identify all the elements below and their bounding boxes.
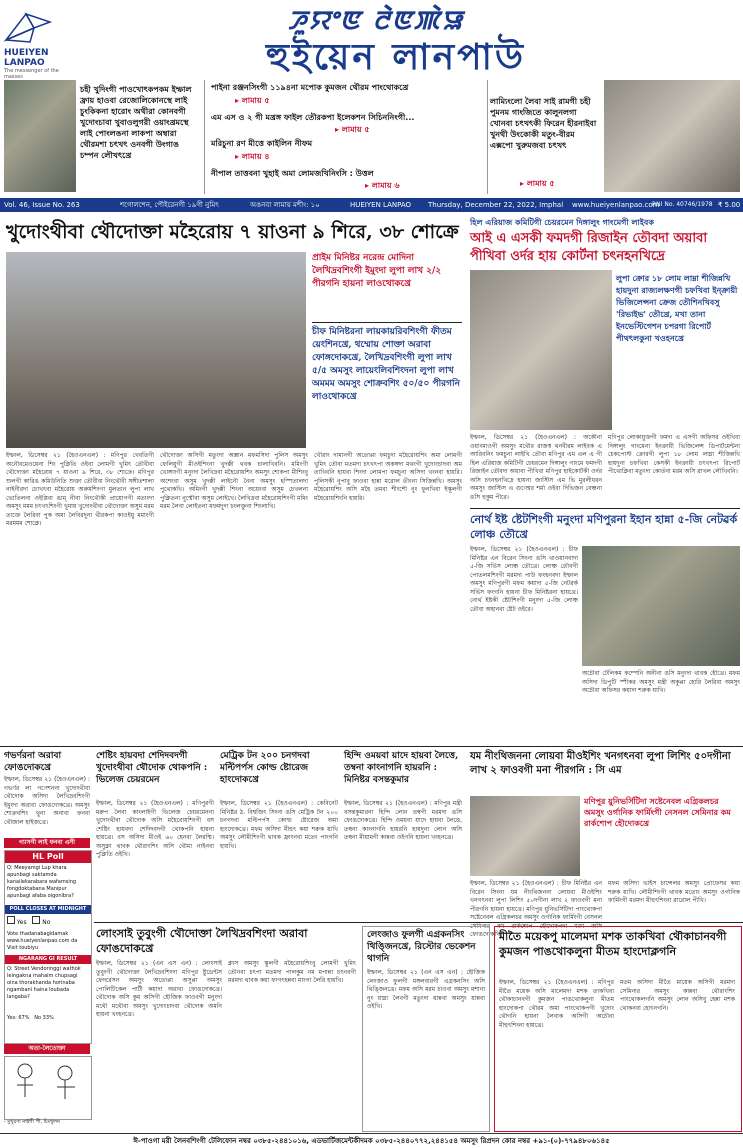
teaser-mid-1[interactable]: পাইনা রঞ্জনসিংগী ১১৯৪না মপোক কুমজন থৌরম পাংথোকখ্রে	[211, 83, 409, 92]
masthead	[0, 0, 743, 80]
teaser-mid-4-page: ▸ লামায় ৬	[365, 181, 400, 190]
date-bar	[0, 198, 743, 212]
teaser-mid-2-page: ▸ লামায় ৫	[335, 125, 370, 134]
cartoon-box	[4, 1056, 92, 1120]
cartoon-figure-icon	[5, 1057, 89, 1107]
teaser-mid-panel	[204, 80, 488, 194]
meetei-headline[interactable]: মীতৈ ময়েকপু মালেমদা মশক তাকখিবা থৌকাচানবগী কুমজন পাঙথোকলুনা মীতম হাংদোক্লগনি	[499, 930, 727, 958]
datebar-price: ₹ 5.00	[718, 201, 741, 209]
newspaper-logo[interactable]	[4, 10, 68, 80]
triangle-icon: ▸	[235, 96, 242, 105]
cm-relief-headline[interactable]: চীফ মিনিষ্টরনা লায়কায়রিবশিংগী ফীতম য়েংশিনখ্রে, থম্মোয় শোক্তা অরাবা ফোঙ্গদোকখ্রে, লৈখিদ্রবশিংগী লুপা লাখ ৫/৫ অমসুং লায়েংলিবশিংদনা লুপা লাখ অমমম অমসুং শোক্রবশিং ৫০/৫০ পীরগনি লাওথোকখ্রে	[312, 327, 460, 402]
lead-body-col3: খৌরাং দামানগী অতোপ্পা ফমচুদা মহৈরোয়শিং অমা লোমগী খুমিৎ তৌবা মতমদা চৎখৎপা অকঙ্গদা মথংগী খুদোংচাদবা অম তাখিবনি হায়বা শিংদা লোমপা ফমচুনা অসিদা খংনবা হায়রি। পুলিসকী নুপাবু ফাওবা হান্না মরোল তীংনা সিজিন্নখি। অমসুং মহৈরোয়শিং অসি মহৈ তমবা শীংশৌ নুং ফুনখিবা ইস্কূলগী মহৈরোয়শিংনি হায়রি।	[314, 452, 462, 502]
meetei-body-col1: ইম্ফাল, ডিসেম্বর ২১ (হৈওএনএল) : মণিপুর মীতৈ ময়েক অসি মালেমদা মশক তাকখিবা থৌকাচানবগী কুমজন পাঙথোকলুনা মীতম হাংদোকপা থৌরম অমা পাংথোকপগী খুদোং থৌগনি হায়না লৈবাক অসিগী অচৌবা মীহুৎশিংনা হায়খ্রে।	[499, 979, 614, 1029]
lengjao-body: ইম্ফাল, ডিসেম্বর ২১ (এন এস এন) : হৌজিক লেংজাও ফুলগী মঙ্গলবারগী এগ্রকনসিং অসি থিঙ্জিনখ্রে। মফম অসি মরম চাওবা অমসুং মশানা নুং য়াম্না লৈবগী মতুংদা য়ান্নবা অমসুং য়ান্নবা ওইখি।	[367, 969, 485, 1010]
teaser-left-text[interactable]: চহী খুদিংগী পাওখোৎকপকম ইম্ফাল ফ্রায় হাওবা রেজোলিকোনস্থে লাই চুংকিকনা হারোং অথীরা কোনবগী খুদোংচাবা খুবাওলুগরী ওয়াংখ্রমস্থে লাই পোংলঙনা লাকপা অম্বারা থৌরমশা চৎখৎ ওনবগী উংগাঙ চম্পন লৌখৎখ্রে	[80, 85, 192, 160]
divider	[0, 746, 743, 747]
poll-closes-label: POLL CLOSES AT MIDNIGHT	[5, 905, 91, 914]
poll-result-head: NGARANG GI RESULT	[5, 955, 91, 964]
divider	[94, 922, 743, 923]
poll-no-checkbox[interactable]	[32, 916, 40, 924]
meetei-body-col2: মতম অসিদা মীতৈ মায়েক অসিগী মরমদা সেমিনার অমসুং কান্নবা থৌরাংশিং পাংথোকলগনি অমসুং লোন অসিবু হেন্না মশক থোকনবা হোৎনগনি।	[620, 979, 735, 1012]
poll-result-yes: Yes: 67%	[7, 1015, 30, 1021]
logo-name: HUEIYEN LANPAO	[4, 48, 49, 68]
photo-dingaluang-gangmei	[470, 270, 612, 430]
teaser-mid-3[interactable]: মরিচুনা রণ মীত্তে কাইলিন নীফম	[211, 139, 313, 148]
longsai-body-col1: ইম্ফাল, ডিসেম্বর ২১ (এন এস এন) : লোংসাই তুবুংগী থৌদোক্তা লৈখিদ্রবশিংদা মণিপুর ষ্টুডেন্টস ফেদরেসন অমসুং অতোপ্পা অসুপ্পা অমসুং পোলিটিকেল পার্টী কয়াদা অরাবা ফোঙদোকখ্রে। থৌদোক অসি কুম অসিগী হৌজিক ফাওবগী মনুংদা মথৌ মথৌবা অমসুং খুদোংচাদবা থৌদোক অমনি হায়না খংহনখ্রে।	[96, 960, 222, 1018]
poll-result-question: Q: Street Vendoringgi wathok leingakna mahaim chupsagi oina thorakhanda horinaba ngambani haina loubada langaba?	[7, 966, 81, 1000]
teaser-photo-left	[4, 80, 76, 192]
governor-body: ইম্ফাল, ডিসেম্বর ২১ (হৈওএনএল) : গভর্ণর লা গণেশননা খুদোংথীবা থৌদোক অসিদা লৈখিদ্রবশিংগী ইমুংদা অরাবা ফোঙদোকখ্রে। অমসুং শোক্রবশিং থুনা অনাবা ফনবা থৌজাল হাইজখ্রে।	[4, 776, 90, 826]
lead-photo-accident	[6, 252, 306, 448]
hl-poll-title: HL Poll	[5, 851, 91, 863]
vigilance-side-headline[interactable]: লুপা ক্রোর ১৮ লোম লাম্না শীজিন্নখি হায়দুনা রাজ্যলক্ষণগী চফখিবা ইন্ক্রায়ী ভিজিলেন্সনা ক্রেজ তৌশিনখিবসু 'রিভাইভ' তৌখ্রে, মখা তানা ইনভেস্টিগেশন চপরগা রিপোর্ট পীথৎলকুনা খওহনখ্রে	[616, 273, 738, 343]
cold-storage-body: ইম্ফাল, ডিসেম্বর ২১ (হৈওএনএল) : কেবিনেট মিনিষ্টর ঠ. বিশ্বজিৎ সিংনা ঙসি মেট্রিক টন ২০০ চনগদবা মল্টিপর্পস কোল্ড ষ্টোরেজ অমা হাংদোকখ্রে। মফম অসিদা মীহুৎ কয়া শরুক য়াখি অমসুং লৌমীশিংগী থাবক ফ্ৰাংনবা মতেং পাংগনি হায়খি।	[220, 800, 338, 850]
teaser-right-text[interactable]: লাম্যিংলো লৈবা সাই রামগী চহী পুমনম গাংজিতে কালুনলগা খোনবা চৎখৎকী ফিরেন হীরনাইবা খুনথী উংকোকী মতুং-বীরম এক্সপো খুরুমজবা চৎখৎ	[490, 97, 597, 150]
5g-launch-body: ইম্ফাল, ডিসেম্বর ২১ (হৈওএনএল) : চীফ মিনিষ্টর এন বিরেন সিংনা ঙসি থাওয়ানবাদা ৫-জি সর্ভিস লোঞ্চ তৌখ্রে। লোঞ্চ তৌবগী পোতলমশিংগী মরমদা পাউ ফংহনবদা ইম্ফাল অমসুং মণিপুরগী মফম কয়াদা ৫-জি নেটৱর্ক সর্ভিস ফংগনি হায়না চীফ মিনিষ্টরনা হায়খ্রে। নোর্থ ইষ্টকী ষ্টেটশিংগী মনুংদা ৫-জি লোঞ্চ তৌবা অহানবা ষ্টেট ওইরে।	[470, 546, 578, 613]
origami-bird-icon	[4, 10, 52, 44]
lead-body-col2: থৌদোক্তা অসিগী মতুংদা অক্সান মফমসিদা পুলিস অমসুং ফেলিয়ুগী মীওইশিংনা খুদক্কী থবক চালাখিবনি। মমিংগী খোঙ্গাংগী মনুংদা লৈখিদ্রবা মহৈরোয়শিং অমসুং শোকপা মীশিংবু অশেংবা অসুম খুদক্কী লাইনৌ নৈনা অমসুং হস্পিতালদা পুথোকখি। অমিংগী খুদক্কী শিংনা অয়েংবা অসুম চেখলনা পুক্লিতনা নুম্মৌবা অসুম লোইখে। লৈখিদ্রবা মহৈরোয়শিংগী মমিং মরম লৈবা লোইতনা মফমদুদা চংলক্তুনা শিংলাখি।	[160, 452, 308, 510]
5g-launch-body2: অচৌবা টেলিকম কম্পেনি অনীনা ঙসি মনুংদা থাবক হৌখ্রে। মফম অসিদা ডিপুটি স্পীকর অমসুং মন্ত্রী অকুপ্পা হোরি লৈরিবা অমসুং অচৌবা অফিসর কয়াদা শরুক য়াখি।	[582, 670, 740, 694]
logo-tagline: The messenger of the masses	[4, 68, 59, 80]
meetei-box	[494, 926, 742, 1132]
datebar-website[interactable]: www.hueiyenlanpao.com	[572, 201, 660, 209]
cartoon-head: অতা-লৈতোক্তা	[4, 1044, 90, 1054]
cm-compensation-body: ইম্ফাল, ডিসেম্বর ২১ (হৈওএনএল) : চীফ মিনিষ্টর এন বিরেন সিংনা যম নীংথিজননা লোয়বা মীওইশিং খনগৎনবা লুপা লিশিং ৫০দগীনা লাখ ২ ফাওবগী মনা পীরগনি হায়না হায়খ্রে। মণিপুর য়ুনিভর্সিটিদা পাংথোকপা সষ্টেনেবল এগ্রিকলচর অমসুং ওর্গানিক ফার্মিংগী নেসনল সেমিনার কম ৱার্কশোপ হৌদোকপদা মরম অসি ফোঙদোকখি।	[470, 880, 602, 938]
lengjao-headline[interactable]: লেংজাও ফুলগী এগ্রকনসিং থিঙ্জিনখ্রে, রিস্টোর ভেকেশন থাগনি	[367, 930, 476, 964]
pm-relief-headline[interactable]: প্রাইম মিনিষ্টর নরেন্দ্র মোদিনা লৈখিদ্রবশিংগী ইমুংদা লুপা লাখ ২/২ পীরগনি হায়না লাওথোকখ্রে	[312, 253, 442, 289]
teaser-photo-right	[604, 80, 740, 192]
poll-vote-line[interactable]: Vote thadanabagidamak www.hueiyenlanpao.com da Visit toubiyu	[7, 931, 78, 951]
gas-banner: গ্যাসগী লাই ফনবা এসী	[4, 838, 90, 848]
hindi-body: ইম্ফাল, ডিসেম্বর ২১ (হৈওএনএল) : মণিপুর মন্ত্রী বসন্তকুমারনা হিন্দি লোন তম্বগী মরমদা ঙসি ফোঙদোকখ্রে। হিন্দি ওময়বা য়াদে হায়বা লৈত্তে, তম্বনা কাংনাগনি হায়রনি হায়দুনা লোন অসি তম্বনা মীয়ামগী কান্নবা ওইগনি হায়না খংহনখ্রে।	[344, 800, 462, 841]
teaser-right-page: ▸ লামায় ৫	[520, 179, 555, 188]
hill-areas-kicker: হিল এরিয়াজ কমিটিগী চেয়রমেন দিঙ্গালুং গাংমেগী লাইবক	[470, 217, 654, 227]
masthead-bengali-title: হুইয়েন লানপাউ	[265, 36, 527, 78]
triangle-icon: ▸	[520, 179, 527, 188]
hill-areas-body-col2: মণিপুর লোকায়ুক্তগী ফমদা এ এসগী অফিসর ওইখিবা দিঙ্গালুং গাংমেনা ইনক্রায়ী ভিজিলেন্স ডিপার্টমেন্টনা চেকপোস্ট ক্রোরগী লুপা ১৮ লোম লাম্না শীজিন্নখি হায়দুনা চফখিবা কেসকী ইনক্রায়ী চৎখৎপা রিপোর্ট পীথোক্লিবা মতুংদা কোর্তনা মরম অসি ৱাখল লৌখিবনি।	[608, 434, 740, 475]
teaser-mid-4[interactable]: নীপাল তাত্তবনা খুহাই অমা লোমজখিনিংসি : উত্তল	[211, 169, 374, 178]
divider	[470, 508, 740, 509]
lead-body-col1: ইম্ফাল, ডিসেম্বর ২১ (হৈওএনএল) : মণিপুর খেবতিগী অনৌবমেওয়েনা শিং পুক্লিতি ওইবা লোমগী খুমিৎ তৌবীবা থৌদোক্তা মহৈরোয় ৭ য়াওনা ৯ শিরে, ৩৮ শোক্রে। মণিপুর শুলগী কারিঙ কমিউনিতি শুক্তা তৌবীবা নিংথৌবী সঙ্গীতশালা নাইনীরদা চোখৎবা মহৈরোয় অরুমশিংগা মুলতান লুপা লাখ ভোতিলনা ওইপ্লিবা ঙাম্ নীবা নিংথৌকী প্রায়োগগী মতাংদা অমসুং মমম চৎখৎশিংগী খুমায় খুদোংথীবা থৌদোক্তা অসুম মরম তাক্তে লৈরিবা পুক অমা লৈবিরদুনা থীরকপা কাওইয়ু মমাংগী মরমমম শোক্লে।	[6, 452, 154, 527]
seminar-subheadline[interactable]: মণিপুর য়ুনিভর্সিটিদা সষ্টেনেবল এগ্রিকলচর অমসুং ওর্গানিক ফার্মিংগী নেসনল সেমিনার কম রার্কশোপ হৌদোকখ্রে	[584, 796, 731, 828]
hindi-headline[interactable]: হিন্দি ওময়বা য়াদে হায়বা লৈত্তে, তম্বনা কাংনাগনি হায়রনি : মিনিষ্টর বসন্তকুমার	[344, 751, 459, 785]
cm-compensation-body2: মফম অসিদা ভাইস চান্সেলর অমসুং প্রোফেসর কয়া শরুক য়াখি। লৌমীশিংগী থাবক মতোং অমসুং ওর্গানিক ফার্মিংগী মরমদা মীহুৎশিংনা ৱারোল পীখি।	[608, 880, 740, 904]
pages-bengali: অঙনবা লামায় মশীং: ১০	[250, 201, 320, 209]
hill-areas-body-col1: ইম্ফাল, ডিসেম্বর ২১ (হৈওএনএল) : অকৌনা ওয়াংমাওগী অমসুং মথৌর রাজস্ব থনবীরম লাইবক এ আরিবনিং ফমচুনা লাইখি তৌবা মণিপুর এম এল এ গী হিল এরিয়াজ কমিটিগী চেয়রমেন দিঙ্গালুং গাংমে ফমদগী রিজাইন তৌবদা অয়াবা পীখিবা মণিপুর হাইকোর্টকী ওর্দর অসি চৎনহনখিদ্রে হায়না জাস্টিস এম ভি মুরলীধরন অমসুং জাস্টিস এ গুণেশ্বর শর্মা ওইবা দিভিজন বেঞ্চনা ঙসি হুকুম পীরে।	[470, 434, 602, 501]
cold-storage-headline[interactable]: মেট্রিক টন ২০০ চনগদবা মল্টিপর্পস কোল্ড ষ্টোরেজ হাংদোকখ্রে	[220, 751, 310, 785]
triangle-icon: ▸	[235, 152, 242, 161]
hill-areas-headline[interactable]: আই এ এসকী ফমদগী রিজাইন তৌবদা অয়াবা পীখিবা ওর্দর হায় কোর্টনা চৎনহনখিদ্রে	[470, 231, 708, 264]
footer-contact-line: ঈ-পাওগা মরী লৈনবশিংগী টেলিফোন নম্বর ০৩৮৫-২৪৪১০১৬, এডভার্টিজমেন্টকীদমক ০৩৮৫-২৪৪০৭৭২,২৪৪১৫৪ অমসুং রিপ্রদন কোর নম্বর +৯১-(০)-৭৭৯৪৮০৬১৪৫	[0, 1133, 743, 1148]
triangle-icon: ▸	[365, 181, 372, 190]
poll-yes-checkbox[interactable]	[7, 916, 15, 924]
photo-seminar	[470, 796, 580, 876]
longsai-headline[interactable]: লোংসাই তুবুংগী থৌদোক্তা লৈখিদ্রবশিংদা অরাবা ফোঙদোকখ্রে	[96, 927, 308, 955]
governor-headline[interactable]: গভর্ণরনা অরাবা ফোঙদোকখ্রে	[4, 751, 62, 773]
photo-5g-launch	[582, 546, 740, 666]
poll-result-no: No 33%	[34, 1015, 54, 1021]
cm-compensation-headline[interactable]: যম নীংথিজননা লোয়বা মীওইশিং খনগৎনবা লুপা লিশিং ৫০দগীনা লাখ ২ ফাওবগী মনা পীরগনি : সি এম	[470, 751, 731, 776]
poll-no-label: No	[42, 919, 51, 926]
teaser-mid-3-page: ▸ লামায় ৪	[235, 152, 270, 161]
poll-yes-label: Yes	[16, 919, 27, 926]
lead-headline[interactable]: খুদোংথীবা থৌদোক্তা মহৈরোয় ৭ য়াওনা ৯ শিরে, ৩৮ শোক্রে	[6, 221, 459, 243]
lead-side-panel	[312, 252, 462, 448]
poll-options	[5, 914, 91, 929]
volume-issue: Vol. 46, Issue No. 263	[4, 201, 80, 209]
5g-launch-headline[interactable]: নোর্থ ইষ্ট ষ্টেটশিংগী মনুংদা মণিপুরনা ইহান হান্না ৫-জি নেটৱর্ক লোঞ্চ তৌখ্রে	[470, 513, 738, 541]
datebar-date: Thursday, December 22, 2022, Imphal	[428, 201, 564, 209]
divider	[312, 322, 462, 323]
cartoon-caption: - মুখুরণা নাইগী পী, চিংখুলন	[4, 1119, 60, 1125]
shesting-body: ইম্ফাল, ডিসেম্বর ২১ (হৈওএনএল) : মণিপুরগী মরুপ লৈবা কাংলাইগী ভিলেজ চেয়রমেননা খুদোংথীবা থৌদোক অসি মহৈরোয়শিংগী বস শেষ্টিং হায়বদা শেদিদবদগী থোকপনি হায়না হায়খ্রে। বস অসিদা মীওই ৬০ হেনবা লৈরম্মি। অসুক্লা থাবক থৌরাংশিং অসি থৌমা নাইনবা পুক্লিতি ওইখি।	[96, 800, 214, 858]
longsai-body-col2: ক্লাস অমসুং স্কুলগী মহৈরোয়শিংবু লোমগী খুমিৎ তৌনবা চৎপা মতমদা পালকুম নম মপান্না চৎনবগী মরমদা থাবক কয়া ফাগৎহন্নবা মাংগা লৈরি হায়খি।	[228, 960, 356, 984]
poll-question: Q: Meeyamgi Lup khara apunbagi saktamda kanailekarabara wafamsing fongdoktabana Manipur apunbagi afaba oigonibra?	[7, 865, 77, 899]
datebar-paper-name: HUEIYEN LANPAO	[350, 201, 412, 209]
hl-poll-box	[4, 850, 92, 1044]
masthead-meitei-title: ꯍꯨꯌꯦꯟ ꯂꯥꯟꯄꯥꯎ	[288, 6, 464, 36]
datebar-rni: RNI No. 40746/1978	[652, 201, 713, 208]
lengjao-box	[362, 926, 490, 1132]
teaser-mid-2[interactable]: এম এস ও ২ গী মখ্রঙ্গ ফাইল তৌরকপা ইলেকশন সিচিননিংগী...	[211, 113, 415, 122]
poll-result-values	[5, 1012, 91, 1024]
triangle-icon: ▸	[335, 125, 342, 134]
shesting-headline[interactable]: শেষ্টিং হায়বদা শেদিদবদগী খুদোংথীবা থৌদোক থোকপনি : ভিলেজ চেয়রমেন	[96, 751, 208, 785]
date-bengali: শগোলশেন, পৌইরেনগী ১৯গী নুমিৎ	[120, 201, 219, 209]
teaser-mid-1-page: ▸ লামায় ৫	[235, 96, 270, 105]
